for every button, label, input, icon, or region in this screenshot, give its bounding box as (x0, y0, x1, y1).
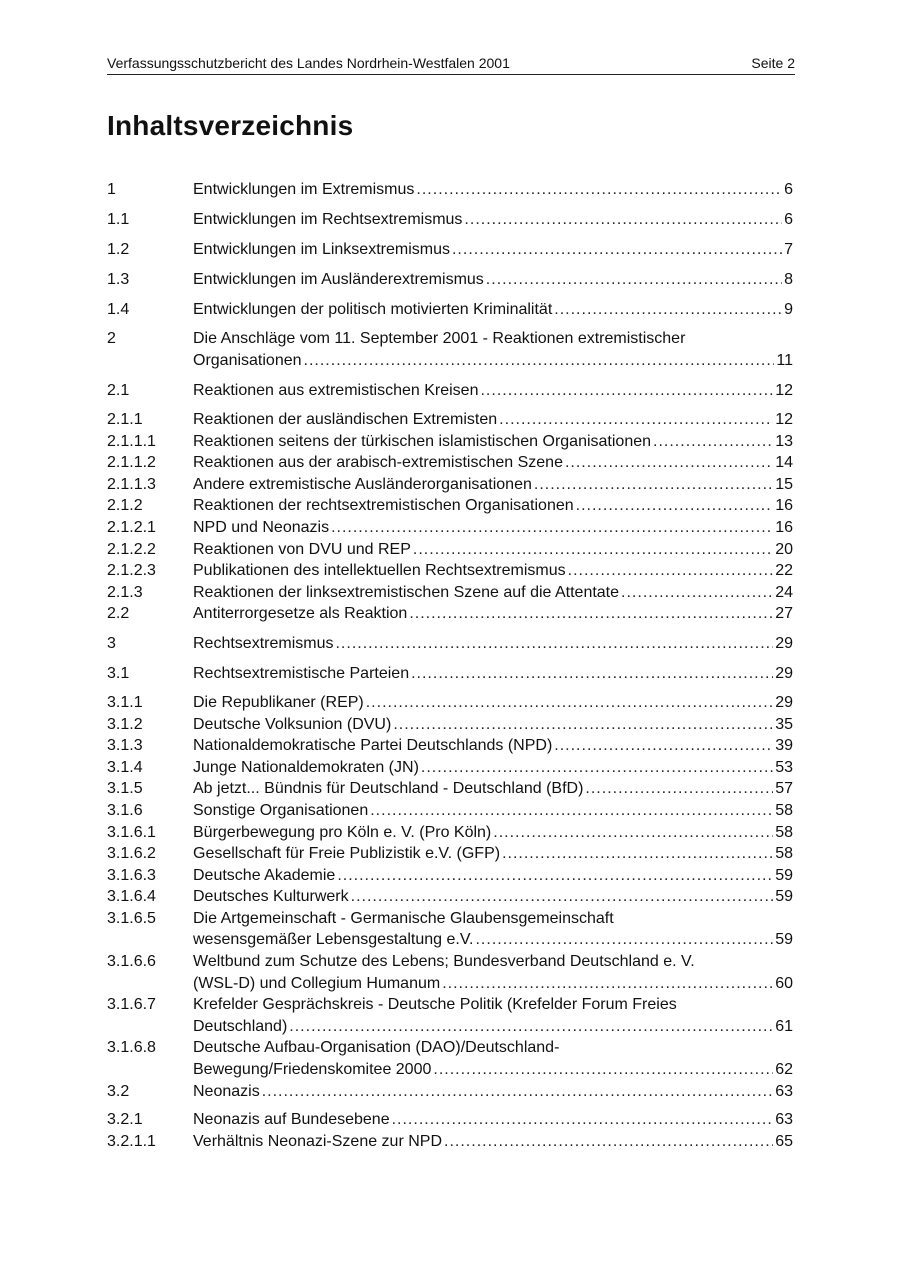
toc-entry-number: 1 (107, 181, 116, 198)
toc-entry-number: 3.2 (107, 1082, 130, 1100)
toc-entry-title: Krefelder Gesprächskreis - Deutsche Politik (Krefelder Forum Freies (193, 996, 677, 1014)
toc-entry-number: 3.1.6.6 (107, 953, 156, 971)
toc-entry-number: 2.1.3 (107, 583, 143, 601)
toc-entry-number: 2.2 (107, 605, 130, 623)
toc-entry-page: 61 (775, 1017, 793, 1035)
toc-entry-title: Die Anschläge vom 11. September 2001 - Reaktionen extremistischer (193, 330, 686, 347)
toc-entry-page: 58 (775, 801, 793, 819)
toc-entry-page: 13 (775, 432, 793, 450)
toc-entry[interactable] (107, 800, 793, 822)
toc-entry[interactable] (107, 582, 793, 604)
toc-dot-leader (554, 298, 782, 321)
toc-dot-leader (393, 714, 773, 736)
toc-dot-leader (289, 1016, 773, 1038)
toc-dot-leader (370, 800, 773, 822)
toc-entry[interactable] (107, 757, 793, 779)
toc-entry-title: Deutsches Kulturwerk (193, 888, 349, 906)
toc-entry-number: 2.1.1.1 (107, 432, 156, 450)
toc-entry-number: 3.1.6.4 (107, 888, 156, 906)
toc-entry-title: Reaktionen aus extremistischen Kreisen (193, 382, 479, 399)
toc-entry[interactable] (107, 208, 793, 231)
toc-entry-page: 59 (775, 888, 793, 906)
toc-entry-title: Organisationen (193, 352, 302, 369)
toc-entry[interactable] (107, 865, 793, 887)
toc-dot-leader (262, 1081, 774, 1103)
toc-entry-title: Entwicklungen im Rechtsextremismus (193, 211, 463, 228)
toc-entry-page: 29 (775, 664, 793, 682)
toc-entry-page: 39 (775, 737, 793, 755)
toc-entry-title: Andere extremistische Ausländerorganisationen (193, 475, 532, 493)
toc-entry-number: 2.1.1.3 (107, 475, 156, 493)
toc-entry[interactable] (107, 778, 793, 800)
toc-entry[interactable] (107, 632, 793, 655)
toc-entry-title: Rechtsextremismus (193, 634, 334, 652)
toc-entry-title: Rechtsextremistische Parteien (193, 664, 410, 682)
toc-dot-leader (304, 350, 775, 372)
toc-entry-title: Nationaldemokratische Partei Deutschlands (NPD) (193, 737, 553, 755)
header-report-title: Verfassungsschutzbericht des Landes Nordrhein-Westfalen 2001 (107, 55, 510, 71)
toc-entry[interactable] (107, 908, 793, 951)
toc-entry-page: 62 (775, 1061, 793, 1079)
toc-dot-leader (464, 208, 782, 231)
toc-entry-page: 6 (784, 181, 793, 198)
toc-entry-number: 3.1.6.7 (107, 996, 156, 1014)
toc-dot-leader (480, 379, 773, 402)
toc-dot-leader (493, 822, 773, 844)
toc-dot-leader (366, 692, 773, 714)
toc-entry-page: 63 (775, 1111, 793, 1129)
toc-entry-number: 3.1.3 (107, 737, 143, 755)
toc-dot-leader (585, 778, 773, 800)
toc-dot-leader (534, 474, 773, 496)
toc-entry[interactable] (107, 735, 793, 757)
toc-entry[interactable] (107, 268, 793, 291)
toc-entry-title: Sonstige Organisationen (193, 801, 369, 819)
toc-entry-page: 20 (775, 540, 793, 558)
toc-dot-leader (409, 603, 773, 625)
toc-entry-title: Publikationen des intellektuellen Rechtsextremismus (193, 562, 566, 580)
toc-entry[interactable] (107, 539, 793, 561)
toc-dot-leader (433, 1059, 773, 1081)
toc-dot-leader (337, 865, 773, 887)
toc-entry-number: 1.2 (107, 241, 130, 258)
toc-dot-leader (576, 495, 774, 517)
toc-entry-number: 3.1.6 (107, 801, 143, 819)
toc-entry[interactable] (107, 951, 793, 994)
toc-entry-number: 3.1.6.1 (107, 823, 156, 841)
toc-entry-page: 16 (775, 518, 793, 536)
toc-entry-title: Weltbund zum Schutze des Lebens; Bundesverband Deutschland e. V. (193, 953, 695, 971)
toc-entry-title: Reaktionen der ausländischen Extremisten (193, 411, 498, 428)
toc-entry[interactable] (107, 1037, 793, 1080)
toc-entry-number: 3.1.2 (107, 715, 143, 733)
toc-entry-page: 12 (775, 411, 793, 428)
toc-entry-title: Die Artgemeinschaft - Germanische Glaubensgemeinschaft (193, 909, 614, 927)
toc-entry-title: Junge Nationaldemokraten (JN) (193, 758, 419, 776)
toc-dot-leader (499, 409, 773, 431)
toc-dot-leader (392, 1109, 774, 1131)
toc-entry-title: Deutsche Aufbau-Organisation (DAO)/Deutschland- (193, 1039, 560, 1057)
toc-entry-number: 3.2.1.1 (107, 1132, 156, 1150)
toc-entry-title: Antiterrorgesetze als Reaktion (193, 605, 408, 623)
toc-entry[interactable] (107, 431, 793, 453)
toc-entry-page: 12 (775, 382, 793, 399)
toc-entry[interactable] (107, 1081, 793, 1103)
toc-entry-title: Neonazis auf Bundesebene (193, 1111, 390, 1129)
toc-entry-page: 63 (775, 1082, 793, 1100)
toc-entry-title: Verhältnis Neonazi-Szene zur NPD (193, 1132, 443, 1150)
toc-entry[interactable] (107, 886, 793, 908)
toc-entry-page: 9 (784, 301, 793, 318)
toc-dot-leader (351, 886, 774, 908)
toc-entry-page: 57 (775, 780, 793, 798)
toc-entry-page: 11 (776, 352, 793, 369)
toc-entry-page: 60 (775, 974, 793, 992)
toc-dot-leader (331, 517, 773, 539)
toc-dot-leader (554, 735, 773, 757)
toc-entry[interactable] (107, 178, 793, 201)
toc-entry-page: 59 (775, 931, 793, 949)
toc-entry-title: Entwicklungen im Ausländerextremismus (193, 271, 484, 288)
toc-entry-number: 1.1 (107, 211, 130, 228)
toc-entry[interactable] (107, 1109, 793, 1131)
toc-dot-leader (452, 238, 782, 261)
toc-dot-leader (621, 582, 773, 604)
toc-dot-leader (416, 178, 782, 201)
toc-dot-leader (565, 452, 773, 474)
toc-dot-leader (421, 757, 773, 779)
toc-entry-title: Entwicklungen im Linksextremismus (193, 241, 450, 258)
toc-entry-number: 3.1.6.2 (107, 845, 156, 863)
toc-entry-number: 3.1.6.3 (107, 866, 156, 884)
toc-entry[interactable] (107, 379, 793, 402)
toc-dot-leader (475, 929, 773, 951)
toc-entry-title: Bewegung/Friedenskomitee 2000 (193, 1061, 432, 1079)
toc-entry-page: 65 (775, 1132, 793, 1150)
toc-entry-page: 6 (784, 211, 793, 228)
toc-entry[interactable] (107, 238, 793, 261)
table-of-contents (107, 178, 793, 1152)
toc-dot-leader (486, 268, 782, 291)
toc-entry-number: 3.1.1 (107, 693, 143, 711)
toc-entry-page: 15 (775, 475, 793, 493)
page-header (107, 52, 795, 75)
toc-entry-title: Reaktionen der linksextremistischen Szene auf die Attentate (193, 583, 620, 601)
toc-entry-number: 3 (107, 634, 116, 652)
toc-entry-title: Neonazis (193, 1082, 260, 1100)
toc-entry[interactable] (107, 714, 793, 736)
toc-entry[interactable] (107, 822, 793, 844)
toc-entry[interactable] (107, 560, 793, 582)
toc-entry-number: 2.1.2 (107, 497, 143, 515)
toc-entry-number: 2.1.2.2 (107, 540, 156, 558)
toc-entry[interactable] (107, 517, 793, 539)
toc-dot-leader (653, 431, 773, 453)
toc-dot-leader (335, 632, 773, 655)
toc-entry[interactable] (107, 298, 793, 321)
toc-entry-page: 53 (775, 758, 793, 776)
toc-entry[interactable] (107, 1131, 793, 1153)
toc-entry-number: 3.1.5 (107, 780, 143, 798)
toc-entry[interactable] (107, 843, 793, 865)
toc-entry-title: Ab jetzt... Bündnis für Deutschland - Deutschland (BfD) (193, 780, 584, 798)
toc-entry-page: 58 (775, 845, 793, 863)
toc-entry-number: 2.1.2.3 (107, 562, 156, 580)
toc-entry-title: Die Republikaner (REP) (193, 693, 364, 711)
toc-entry-page: 16 (775, 497, 793, 515)
toc-entry-number: 3.1.4 (107, 758, 143, 776)
toc-entry[interactable] (107, 692, 793, 714)
toc-entry-number: 3.1.6.5 (107, 909, 156, 927)
toc-entry-title: Deutsche Akademie (193, 866, 336, 884)
toc-entry-title: Reaktionen von DVU und REP (193, 540, 411, 558)
toc-entry-title: Deutsche Volksunion (DVU) (193, 715, 392, 733)
toc-entry-title: Deutschland) (193, 1017, 288, 1035)
toc-entry-page: 8 (784, 271, 793, 288)
toc-entry-number: 2.1.1 (107, 411, 143, 428)
toc-entry-title: wesensgemäßer Lebensgestaltung e.V. (193, 931, 474, 949)
toc-entry-title: Reaktionen aus der arabisch-extremistischen Szene (193, 454, 563, 472)
toc-entry[interactable] (107, 474, 793, 496)
toc-entry-number: 1.3 (107, 271, 130, 288)
toc-entry-number: 3.1 (107, 664, 130, 682)
toc-entry[interactable] (107, 603, 793, 625)
toc-dot-leader (568, 560, 774, 582)
toc-dot-leader (502, 843, 773, 865)
toc-dot-leader (444, 1131, 773, 1153)
toc-entry-page: 35 (775, 715, 793, 733)
toc-entry-title: (WSL-D) und Collegium Humanum (193, 974, 441, 992)
toc-dot-leader (442, 973, 773, 995)
toc-entry-number: 2 (107, 330, 116, 347)
toc-entry-page: 14 (775, 454, 793, 472)
toc-entry-number: 1.4 (107, 301, 130, 318)
toc-entry[interactable] (107, 662, 793, 685)
toc-entry-title: Entwicklungen der politisch motivierten Kriminalität (193, 301, 553, 318)
toc-entry[interactable] (107, 452, 793, 474)
toc-entry-title: Bürgerbewegung pro Köln e. V. (Pro Köln) (193, 823, 492, 841)
toc-entry-title: Gesellschaft für Freie Publizistik e.V. (GFP) (193, 845, 501, 863)
toc-entry-page: 24 (775, 583, 793, 601)
toc-entry-page: 29 (775, 693, 793, 711)
toc-entry-page: 58 (775, 823, 793, 841)
header-page-number: Seite 2 (751, 55, 795, 71)
toc-entry-title: Reaktionen seitens der türkischen islamistischen Organisationen (193, 432, 652, 450)
toc-entry[interactable] (107, 409, 793, 431)
toc-entry-page: 7 (784, 241, 793, 258)
toc-entry-page: 29 (775, 634, 793, 652)
toc-entry-number: 2.1 (107, 382, 130, 399)
toc-dot-leader (411, 662, 773, 685)
toc-entry-page: 22 (775, 562, 793, 580)
toc-entry-number: 2.1.2.1 (107, 518, 156, 536)
toc-entry[interactable] (107, 495, 793, 517)
toc-entry-title: NPD und Neonazis (193, 518, 330, 536)
toc-entry-number: 3.2.1 (107, 1111, 143, 1129)
toc-entry-page: 59 (775, 866, 793, 884)
toc-entry-page: 27 (775, 605, 793, 623)
toc-entry[interactable] (107, 328, 793, 372)
toc-entry-title: Reaktionen der rechtsextremistischen Organisationen (193, 497, 574, 515)
toc-dot-leader (413, 539, 773, 561)
page-title: Inhaltsverzeichnis (107, 110, 354, 141)
toc-entry[interactable] (107, 994, 793, 1037)
toc-entry-number: 3.1.6.8 (107, 1039, 156, 1057)
toc-entry-number: 2.1.1.2 (107, 454, 156, 472)
toc-entry-title: Entwicklungen im Extremismus (193, 181, 415, 198)
